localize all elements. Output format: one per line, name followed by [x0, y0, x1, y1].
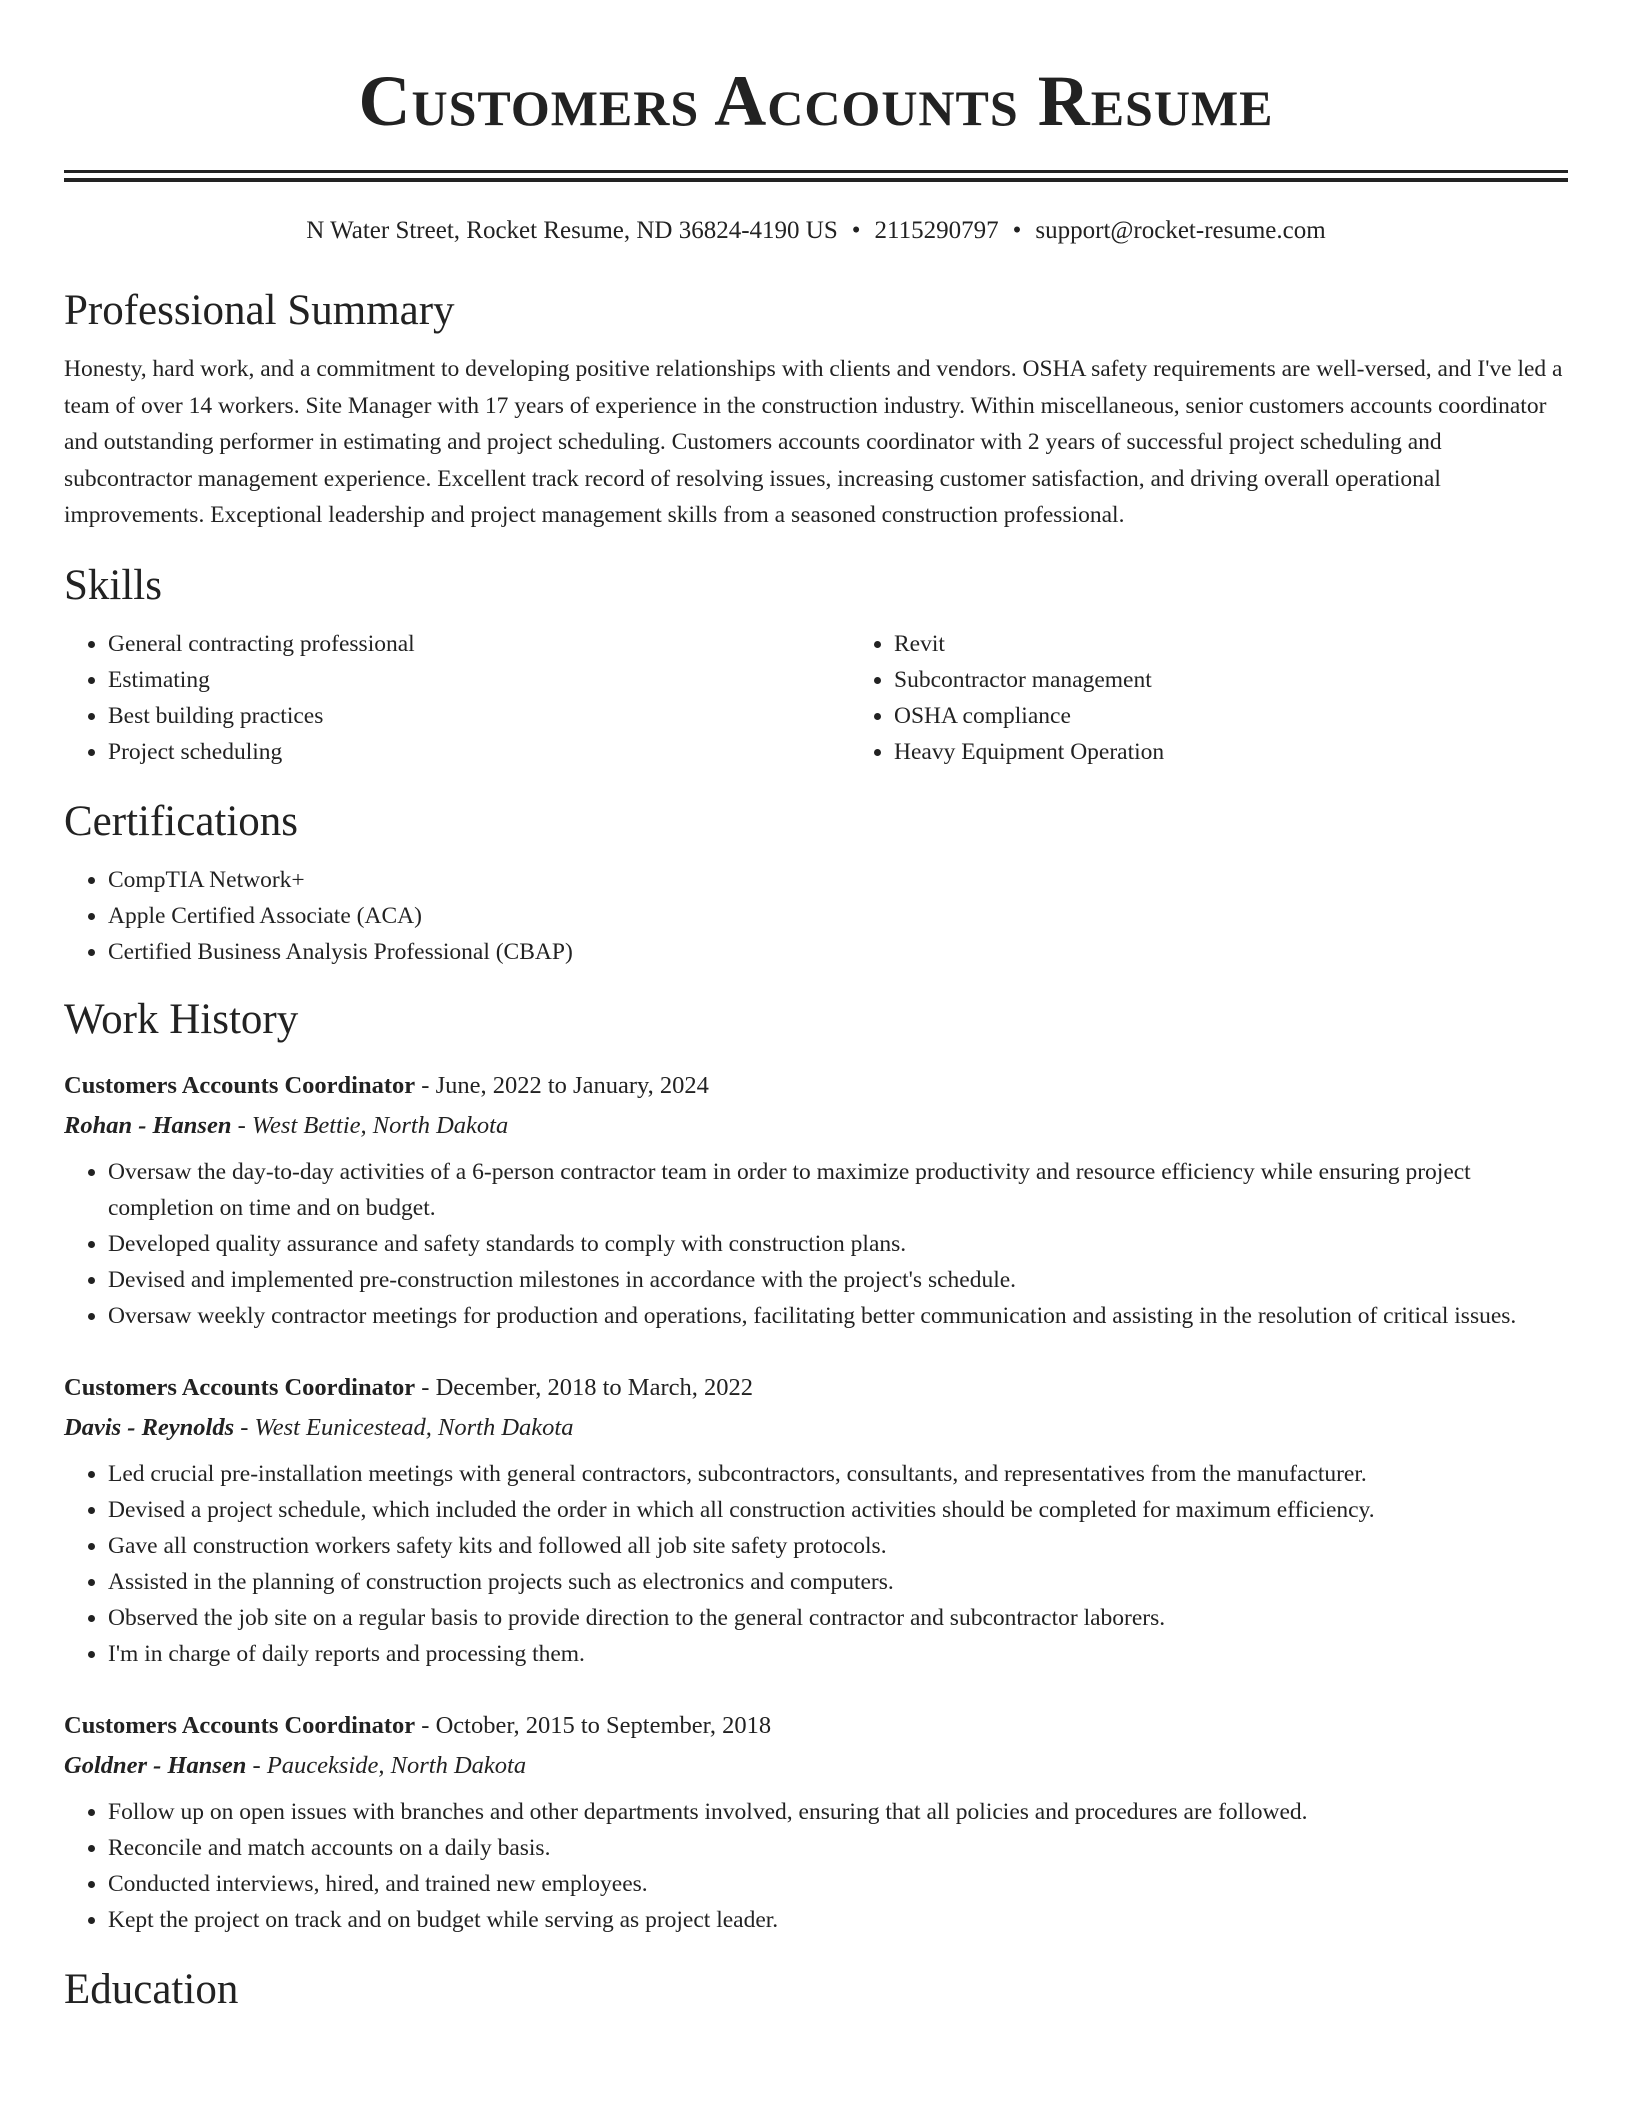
bullet-separator: • — [1012, 217, 1022, 244]
job-bullets — [64, 1456, 1568, 1672]
certification-item: • CompTIA Network+ — [108, 862, 1568, 898]
job-dates: June, 2022 to January, 2024 — [435, 1071, 709, 1099]
certification-item: • Certified Business Analysis Professional (CBAP) — [108, 934, 1568, 970]
job-bullet: • Reconcile and match accounts on a daily basis. — [108, 1830, 1568, 1866]
education-heading: Education — [64, 1965, 239, 2013]
job-company: Goldner - Hansen — [64, 1751, 247, 1779]
summary-heading: Professional Summary — [64, 287, 455, 334]
job-location: West Bettie, North Dakota — [251, 1111, 509, 1139]
job-company: Davis - Reynolds — [64, 1413, 235, 1441]
skills-heading: Skills — [64, 561, 162, 609]
job-entry — [64, 1706, 1568, 1938]
certifications-heading: Certifications — [64, 797, 299, 845]
job-bullet: • Devised and implemented pre-construction milestones in accordance with the project's schedule. — [108, 1262, 1568, 1298]
job-title: Customers Accounts Coordinator — [64, 1373, 416, 1401]
skills-column-right — [850, 626, 1164, 770]
skill-item: • Estimating — [108, 662, 850, 698]
job-bullet: • Oversaw the day-to-day activities of a 6-person contractor team in order to maximize productivity and resource efficiency while ensuring project completion on time and on budget. — [108, 1154, 1568, 1226]
skills-list — [64, 626, 1568, 770]
job-bullet: • Oversaw weekly contractor meetings for production and operations, facilitating better communication and assisting in the resolution of critical issues. — [108, 1298, 1568, 1334]
job-location: Paucekside, North Dakota — [266, 1751, 527, 1779]
certifications-list — [64, 862, 1568, 970]
certification-item: • Apple Certified Associate (ACA) — [108, 898, 1568, 934]
job-bullet: • Developed quality assurance and safety standards to comply with construction plans. — [108, 1226, 1568, 1262]
job-bullet: • Assisted in the planning of construction projects such as electronics and computers. — [108, 1564, 1568, 1600]
resume-title: Customers Accounts Resume — [358, 61, 1274, 141]
job-title-line: Customers Accounts Coordinator - June, 2022 to January, 2024 — [64, 1071, 709, 1099]
job-bullets — [64, 1154, 1568, 1334]
contact-line — [64, 215, 1568, 247]
contact-email[interactable]: support@rocket-resume.com — [1035, 217, 1326, 244]
job-bullet: • Devised a project schedule, which included the order in which all construction activities should be completed for maximum efficiency. — [108, 1492, 1568, 1528]
job-company-line: Rohan - Hansen - West Bettie, North Dakota — [64, 1111, 509, 1139]
job-bullet: • Kept the project on track and on budget while serving as project leader. — [108, 1902, 1568, 1938]
skill-item: • Subcontractor management — [894, 662, 1164, 698]
job-company-line: Goldner - Hansen - Paucekside, North Dakota — [64, 1751, 527, 1779]
bullet-separator: • — [851, 217, 861, 244]
skill-item: • Revit — [894, 626, 1164, 662]
work-history-heading: Work History — [64, 995, 299, 1043]
job-title-line: Customers Accounts Coordinator - October, 2015 to September, 2018 — [64, 1711, 772, 1739]
job-dates: October, 2015 to September, 2018 — [435, 1711, 772, 1739]
job-bullet: • Follow up on open issues with branches and other departments involved, ensuring that all policies and procedures are followed. — [108, 1794, 1568, 1830]
contact-phone: 2115290797 — [874, 217, 999, 244]
job-title: Customers Accounts Coordinator — [64, 1071, 416, 1099]
skill-item: • Best building practices — [108, 698, 850, 734]
job-location: West Eunicestead, North Dakota — [254, 1413, 574, 1441]
job-entry — [64, 1368, 1568, 1672]
title-divider — [64, 170, 1568, 182]
job-company-line: Davis - Reynolds - West Eunicestead, North Dakota — [64, 1413, 574, 1441]
job-dates: December, 2018 to March, 2022 — [435, 1373, 754, 1401]
skill-item: • Project scheduling — [108, 734, 850, 770]
job-bullet: • Gave all construction workers safety kits and followed all job site safety protocols. — [108, 1528, 1568, 1564]
job-entry — [64, 1066, 1568, 1334]
job-bullets — [64, 1794, 1568, 1938]
skills-column-left — [64, 626, 850, 770]
job-company: Rohan - Hansen — [64, 1111, 232, 1139]
skill-item: • OSHA compliance — [894, 698, 1164, 734]
skill-item: • General contracting professional — [108, 626, 850, 662]
job-title: Customers Accounts Coordinator — [64, 1711, 416, 1739]
summary-text: Honesty, hard work, and a commitment to developing positive relationships with clients and vendors. OSHA safety requirements are well-versed, and I've led a team of over 14 workers. Site Manager with 17 years of experience in the construction industry. Within miscellaneous, senior customers accounts coordinator and outstanding performer in estimating and project scheduling. Customers accounts coordinator with 2 years of successful project scheduling and subcontractor management experience. Excellent track record of resolving issues, increasing customer satisfaction, and driving overall operational improvements. Exceptional leadership and project management skills from a seasoned construction professional. — [64, 356, 1563, 528]
job-bullet: • Conducted interviews, hired, and trained new employees. — [108, 1866, 1568, 1902]
contact-address: N Water Street, Rocket Resume, ND 36824-4190 US — [306, 217, 838, 244]
job-bullet: • Observed the job site on a regular basis to provide direction to the general contractor and subcontractor laborers. — [108, 1600, 1568, 1636]
skill-item: • Heavy Equipment Operation — [894, 734, 1164, 770]
job-bullet: • Led crucial pre-installation meetings with general contractors, subcontractors, consultants, and representatives from the manufacturer. — [108, 1456, 1568, 1492]
job-title-line: Customers Accounts Coordinator - December, 2018 to March, 2022 — [64, 1373, 754, 1401]
job-bullet: • I'm in charge of daily reports and processing them. — [108, 1636, 1568, 1672]
